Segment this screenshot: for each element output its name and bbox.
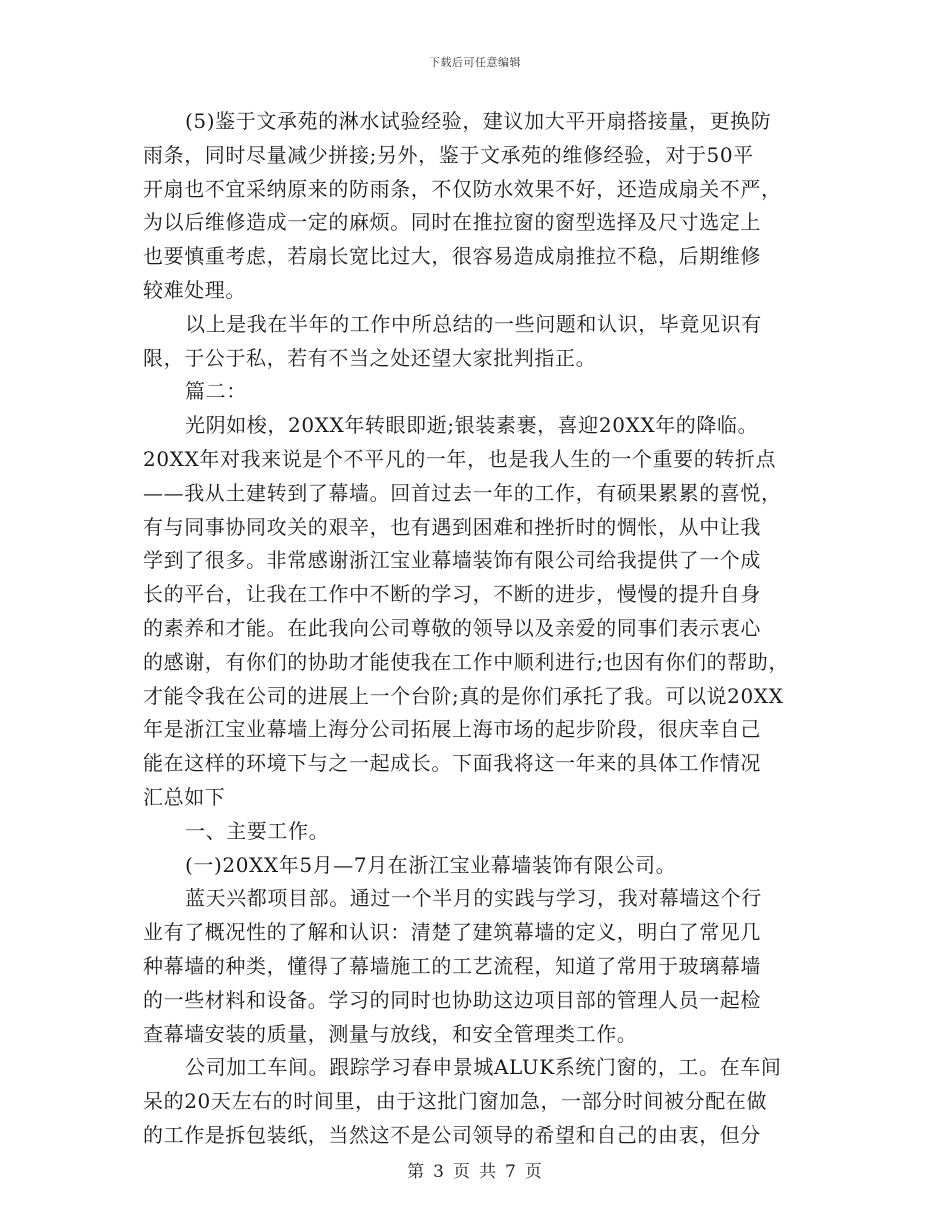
footer-total-pages: 7 [505,1162,517,1182]
text-line: 学到了很多。非常感谢浙江宝业幕墙装饰有限公司给我提供了一个成 [143,548,761,573]
text-line: 的素养和才能。在此我向公司尊敬的领导以及亲爱的同事们表示衷心 [143,615,761,640]
text-line: 较难处理。 [143,277,246,302]
text-line: 能在这样的环境下与之一起成长。下面我将这一年来的具体工作情况 [143,751,761,776]
text-line: 长的平台，让我在工作中不断的学习，不断的进步，慢慢的提升自身 [143,582,761,607]
text-line: 以上是我在半年的工作中所总结的一些问题和认识，毕竟见识有 [185,311,762,336]
text-line: 汇总如下 [143,784,226,809]
text-line: 有与同事协同攻关的艰辛，也有遇到困难和挫折时的惆怅，从中让我 [143,514,761,539]
text-line: 雨条，同时尽量减少拼接;另外，鉴于文承苑的维修经验，对于50平 [143,142,754,167]
text-line: (5)鉴于文承苑的淋水试验经验，建议加大平开扇搭接量，更换防 [185,109,772,133]
text-line: 业有了概况性的了解和认识：清楚了建筑幕墙的定义，明白了常见几 [143,920,761,945]
text-line: 的一些材料和设备。学习的同时也协助这边项目部的管理人员一起检 [143,987,761,1012]
text-line: 公司加工车间。跟踪学习春申景城ALUK系统门窗的，工。在车间 [185,1055,782,1080]
page-footer [0,1157,950,1182]
text-line: 蓝天兴都项目部。通过一个半月的实践与学习，我对幕墙这个行 [185,886,762,911]
footer-page-word: 页 [453,1162,471,1182]
text-line: 年是浙江宝业幕墙上海分公司拓展上海市场的起步阶段，很庆幸自己 [143,717,761,742]
footer-current-page: 3 [433,1162,445,1182]
text-line: 限，于公于私，若有不当之处还望大家批判指正。 [143,345,597,370]
text-line: ——我从土建转到了幕墙。回首过去一年的工作，有硕果累累的喜悦， [143,480,782,505]
text-line: 的感谢，有你们的协助才能使我在工作中顺利进行;也因有你们的帮助， [143,649,789,674]
text-line: 20XX年对我来说是个不平凡的一年，也是我人生的一个重要的转折点 [143,446,777,471]
text-line: 光阴如梭，20XX年转眼即逝;银装素裹，喜迎20XX年的降临。 [185,413,759,438]
text-line: 呆的20天左右的时间里，由于这批门窗加急，一部分时间被分配在做 [143,1089,768,1114]
text-line: 的工作是拆包装纸，当然这不是公司领导的希望和自己的由衷，但分 [143,1122,761,1147]
text-line: 种幕墙的种类，懂得了幕墙施工的工艺流程，知道了常用于玻璃幕墙 [143,953,761,978]
section-heading: 一、主要工作。 [185,818,330,843]
text-line: 为以后维修造成一定的麻烦。同时在推拉窗的窗型选择及尺寸选定上 [143,210,761,235]
footer-suffix: 页 [524,1162,543,1182]
section-heading: 篇二： [185,379,247,404]
text-line: 查幕墙安装的质量，测量与放线，和安全管理类工作。 [143,1021,638,1046]
page-header-note: 下载后可任意编辑 [429,56,521,69]
subsection-heading: (一)20XX年5月—7月在浙江宝业幕墙装饰有限公司。 [185,852,677,877]
text-line: 也要慎重考虑，若扇长宽比过大，很容易造成扇推拉不稳，后期维修 [143,244,761,269]
footer-total-word: 共 [479,1162,497,1182]
text-line: 才能令我在公司的进展上一个台阶;真的是你们承托了我。可以说20XX [143,683,784,708]
footer-prefix: 第 [407,1162,426,1182]
text-line: 开扇也不宜采纳原来的防雨条，不仅防水效果不好，还造成扇关不严， [143,176,782,201]
document-body [143,105,811,1153]
